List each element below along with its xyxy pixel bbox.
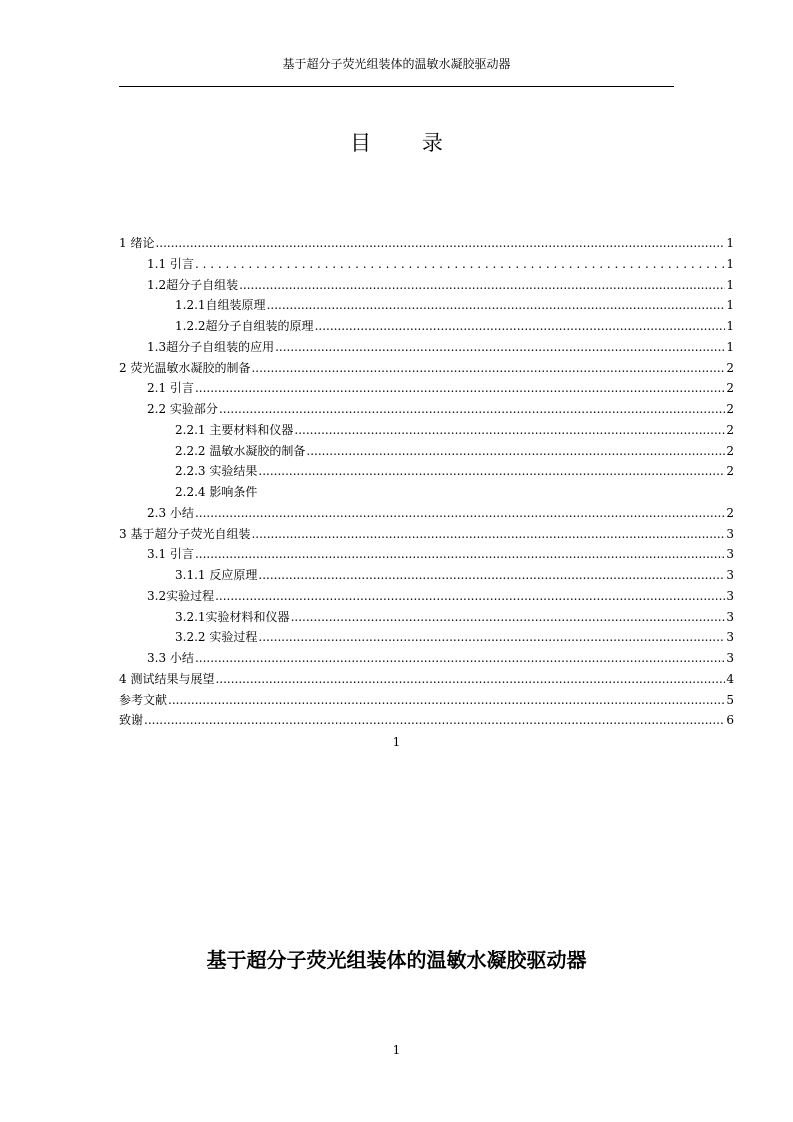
- toc-entry-page: 3: [726, 526, 734, 541]
- toc-entry-text: 实验结果: [209, 464, 258, 479]
- toc-entry-page: 1: [726, 236, 734, 250]
- toc-leader: [195, 503, 725, 524]
- toc-entry[interactable]: [119, 565, 734, 586]
- toc-entry-page: 2: [726, 360, 734, 375]
- toc-leader: [195, 378, 725, 399]
- toc-entry[interactable]: [119, 233, 734, 254]
- toc-entry-page: 1: [726, 339, 734, 354]
- toc-entry-number: 3.3: [147, 651, 167, 665]
- toc-leader: [195, 254, 725, 275]
- toc-leader: [239, 275, 725, 296]
- toc-entry-page: 1: [726, 256, 734, 271]
- toc-entry[interactable]: [119, 461, 734, 482]
- toc-entry-number: 2.2.2: [175, 443, 206, 458]
- toc-entry-text: 参考文献: [119, 692, 168, 707]
- toc-leader: [168, 690, 725, 711]
- toc-entry-page: 2: [726, 402, 734, 416]
- toc-entry-page: 2: [726, 422, 734, 437]
- toc-entry[interactable]: [119, 586, 734, 607]
- toc-leader: [155, 233, 725, 254]
- toc-leader: [195, 648, 725, 669]
- toc-leader: [219, 399, 725, 420]
- toc-entry-number: 1.2: [147, 277, 167, 292]
- toc-entry-number: 3.2.2: [175, 630, 206, 645]
- toc-entry-number: 1.1: [147, 256, 167, 271]
- toc-entry-text: 测试结果与展望: [130, 671, 215, 686]
- toc-entry[interactable]: [119, 710, 734, 731]
- toc-entry[interactable]: [119, 358, 734, 379]
- toc-entry-text: 引言: [169, 547, 194, 562]
- toc-entry-page: 2: [726, 464, 734, 479]
- toc-entry-page: 5: [726, 692, 734, 707]
- toc-entry-number: 4: [119, 671, 127, 686]
- toc-entry-page: 1: [726, 277, 734, 292]
- toc-leader: [251, 358, 725, 379]
- toc-entry-text: 超分子自组装的应用: [166, 339, 275, 354]
- toc-entry-number: 2: [119, 360, 127, 375]
- toc-entry-text: 基于超分子荧光自组装: [130, 526, 251, 541]
- toc-leader: [215, 669, 725, 690]
- toc-leader: [144, 710, 725, 731]
- toc-entry-text: 实验过程: [166, 588, 215, 603]
- toc-entry-number: 3.1: [147, 547, 167, 562]
- toc-entry[interactable]: [119, 482, 734, 503]
- page-number: 1: [392, 1043, 401, 1057]
- toc-entry-text: 绪论: [130, 236, 155, 250]
- toc-leader: [258, 565, 725, 586]
- toc-entry[interactable]: [119, 648, 734, 669]
- toc-entry[interactable]: [119, 420, 734, 441]
- toc-entry-page: 1: [726, 319, 734, 333]
- toc-entry-text: 引言: [169, 381, 194, 396]
- toc-entry[interactable]: [119, 503, 734, 524]
- toc-entry-page: 1: [726, 298, 734, 313]
- toc-entry-text: 小结: [169, 651, 194, 665]
- toc-leader: [267, 295, 726, 316]
- toc-entry-number: 2.2.1: [175, 422, 206, 437]
- toc-leader: [275, 337, 725, 358]
- toc-entry[interactable]: [119, 544, 734, 565]
- toc-entry-text: 实验过程: [209, 630, 258, 645]
- toc-entry-text: 荧光温敏水凝胶的制备: [130, 360, 251, 375]
- toc-entry-text: 实验材料和仪器: [205, 609, 290, 624]
- toc-leader: [258, 461, 725, 482]
- toc-entry-number: 2.2.4: [175, 485, 206, 499]
- toc-entry-page: 3: [726, 630, 734, 645]
- toc-entry[interactable]: [119, 441, 734, 462]
- toc-leader: [251, 524, 725, 545]
- table-of-contents: [119, 233, 734, 731]
- toc-entry-number: 2.2.3: [175, 464, 206, 479]
- document-title: 基于超分子荧光组装体的温敏水凝胶驱动器: [206, 948, 587, 972]
- toc-entry[interactable]: [119, 295, 734, 316]
- toc-entry-page: 3: [726, 568, 734, 582]
- toc-entry-page: 3: [726, 588, 734, 603]
- toc-entry-text: 致谢: [119, 713, 144, 728]
- running-header: 基于超分子荧光组装体的温敏水凝胶驱动器: [282, 57, 511, 71]
- toc-entry-page: 3: [726, 609, 734, 624]
- toc-leader: [215, 586, 725, 607]
- toc-entry-page: 3: [726, 547, 734, 562]
- toc-entry-text: 温敏水凝胶的制备: [209, 443, 306, 458]
- toc-entry-page: 6: [726, 713, 734, 728]
- toc-entry[interactable]: [119, 337, 734, 358]
- toc-entry-number: 2.1: [147, 381, 167, 396]
- toc-entry-text: 小结: [169, 505, 194, 520]
- toc-entry-text: 超分子自组装: [166, 277, 239, 292]
- toc-entry[interactable]: [119, 275, 734, 296]
- toc-entry[interactable]: [119, 690, 734, 711]
- toc-leader: [195, 544, 725, 565]
- toc-entry-text: 引言: [169, 256, 194, 271]
- toc-entry-number: 1.2.1: [175, 298, 206, 313]
- toc-entry-page: 2: [726, 381, 734, 396]
- toc-leader: [258, 627, 725, 648]
- toc-entry[interactable]: [119, 254, 734, 275]
- toc-entry-text: 自组装原理: [205, 298, 266, 313]
- toc-entry[interactable]: [119, 669, 734, 690]
- toc-entry[interactable]: [119, 607, 734, 628]
- toc-entry-page: 2: [726, 505, 734, 520]
- toc-entry[interactable]: [119, 524, 734, 545]
- toc-entry-text: 影响条件: [209, 485, 258, 499]
- toc-entry-page: 3: [726, 651, 734, 665]
- toc-entry-page: 4: [726, 671, 734, 686]
- toc-entry-text: 超分子自组装的原理: [205, 319, 314, 333]
- toc-entry-number: 1: [119, 236, 127, 250]
- toc-leader: [315, 316, 726, 337]
- toc-entry-number: 1.2.2: [175, 319, 206, 333]
- toc-entry-number: 2.3: [147, 505, 167, 520]
- toc-entry-number: 3.1.1: [175, 568, 206, 582]
- toc-entry-number: 3.2: [147, 588, 167, 603]
- toc-entry-number: 2.2: [147, 402, 167, 416]
- header-rule: [119, 86, 674, 87]
- toc-entry[interactable]: [119, 399, 734, 420]
- toc-entry-text: 实验部分: [169, 402, 218, 416]
- toc-title: 目 录: [350, 131, 465, 155]
- toc-entry-number: 3.2.1: [175, 609, 206, 624]
- toc-entry-text: 主要材料和仪器: [209, 422, 294, 437]
- toc-leader: [291, 607, 726, 628]
- toc-entry[interactable]: [119, 316, 734, 337]
- toc-entry-page: 2: [726, 443, 734, 458]
- toc-entry[interactable]: [119, 627, 734, 648]
- toc-entry[interactable]: [119, 378, 734, 399]
- page-number: 1: [392, 735, 401, 749]
- toc-leader: [306, 441, 725, 462]
- toc-entry-text: 反应原理: [209, 568, 258, 582]
- toc-entry-number: 1.3: [147, 339, 167, 354]
- toc-entry-number: 3: [119, 526, 127, 541]
- toc-leader: [294, 420, 725, 441]
